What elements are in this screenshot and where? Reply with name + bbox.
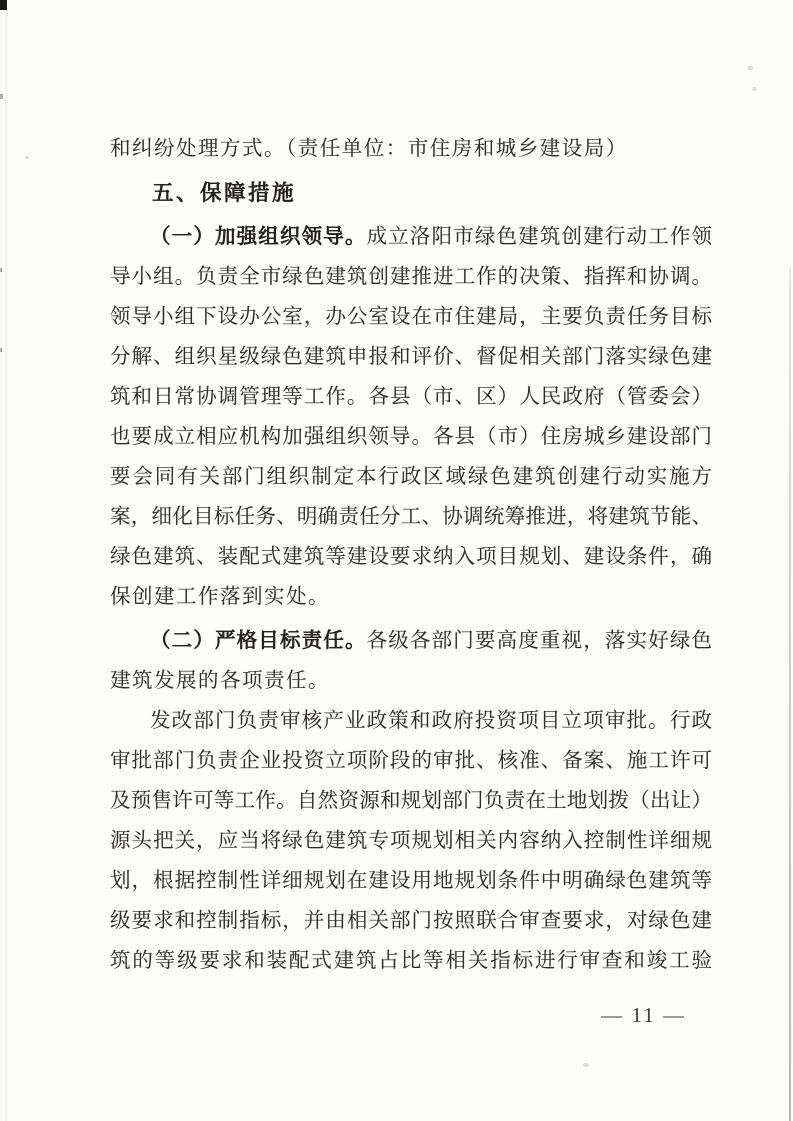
text-line: 审批部门负责企业投资立项阶段的审批、核准、备案、施工许可 <box>110 750 712 772</box>
text-line: 也要成立相应机构加强组织领导。各县（市）住房城乡建设部门 <box>110 426 712 448</box>
scan-speck <box>747 66 753 70</box>
text-line: 分解、组织星级绿色建筑申报和评价、督促相关部门落实绿色建 <box>110 346 712 368</box>
text-line: 级要求和控制指标，并由相关部门按照联合审查要求，对绿色建 <box>110 910 712 932</box>
scan-edge-tick <box>0 268 2 272</box>
text-line: （一）加强组织领导。成立洛阳市绿色建筑创建行动工作领 <box>150 225 713 248</box>
text-line: 及预售许可等工作。自然资源和规划部门负责在土地划拨（出让） <box>110 790 712 812</box>
scan-left-edge-strip <box>5 8 8 1121</box>
document-text <box>110 129 712 981</box>
scan-speck <box>752 87 757 91</box>
text-line: 绿色建筑、装配式建筑等建设要求纳入项目规划、建设条件，确 <box>110 546 712 568</box>
text-line: 要会同有关部门组织制定本行政区域绿色建筑创建行动实施方 <box>110 466 712 488</box>
text-line: 划，根据控制性详细规划在建设用地规划条件中明确绿色建筑等 <box>110 870 712 892</box>
scan-speck <box>25 156 29 159</box>
scan-right-edge-line <box>789 268 791 1121</box>
scan-speck <box>583 1063 589 1067</box>
text-line: 保创建工作落到实处。 <box>110 586 330 608</box>
text-line: 发改部门负责审核产业政策和政府投资项目立项审批。行政 <box>150 710 712 732</box>
scan-edge-tick <box>0 94 3 99</box>
scan-edge-tick <box>0 348 2 352</box>
text-line: 领导小组下设办公室，办公室设在市住建局，主要负责任务目标 <box>110 306 712 328</box>
text-line: 案，细化目标任务、明确责任分工、协调统筹推进，将建筑节能、 <box>110 506 712 528</box>
page-number: — 11 — <box>601 1003 686 1027</box>
section-heading: 五、保障措施 <box>152 181 297 205</box>
text-line: 建筑发展的各项责任。 <box>110 670 330 692</box>
text-line: 筑的等级要求和装配式建筑占比等相关指标进行审查和竣工验 <box>110 950 712 972</box>
text-line: （二）严格目标责任。各级各部门要高度重视，落实好绿色 <box>150 629 713 652</box>
text-line: 源头把关，应当将绿色建筑专项规划相关内容纳入控制性详细规 <box>110 830 712 852</box>
text-line: 筑和日常协调管理等工作。各县（市、区）人民政府（管委会） <box>110 386 712 408</box>
text-line: 导小组。负责全市绿色建筑创建推进工作的决策、指挥和协调。 <box>110 266 712 288</box>
text-line: 和纠纷处理方式。（责任单位：市住房和城乡建设局） <box>110 138 628 160</box>
